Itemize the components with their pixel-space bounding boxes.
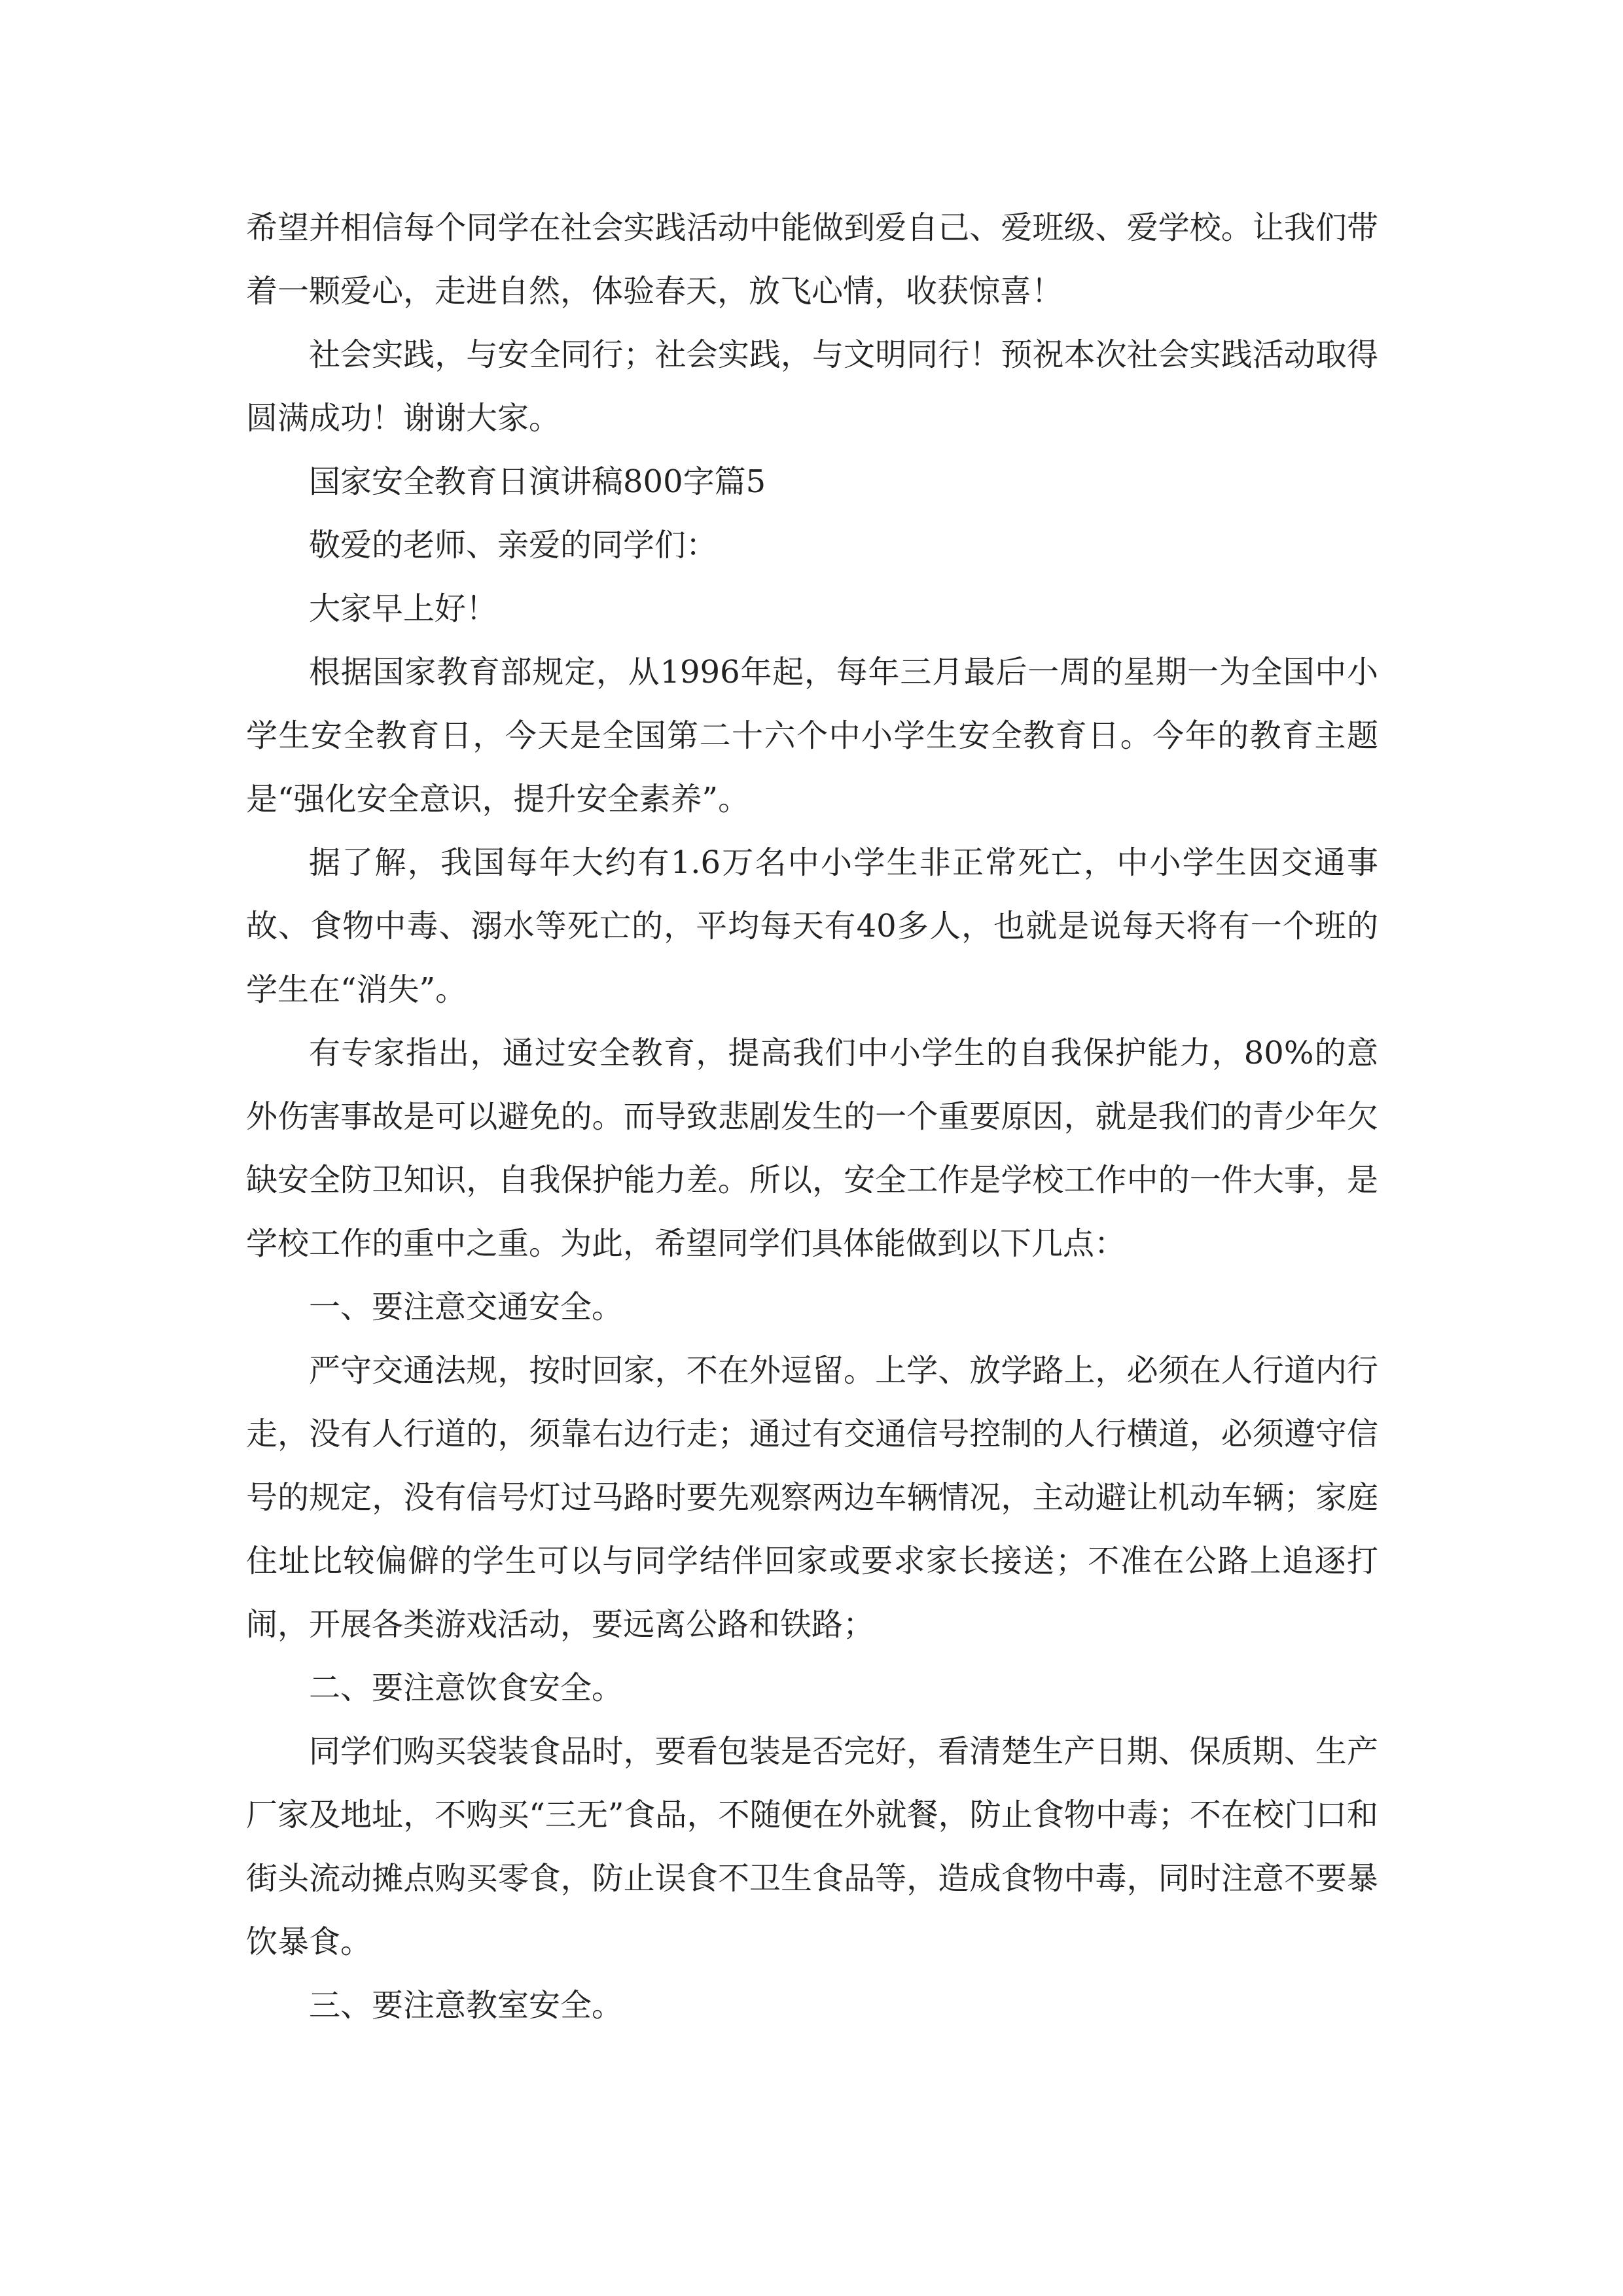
paragraph: 同学们购买袋装食品时，要看包装是否完好，看清楚生产日期、保质期、生产厂家及地址，不购买“三无”食品，不随便在外就餐，防止食物中毒；不在校门口和街头流动摊点购买零食，防止误食不卫生食品等，造成食物中毒，同时注意不要暴饮暴食。 (246, 1733, 1378, 1960)
section-heading: 国家安全教育日演讲稿800字篇5 (309, 463, 766, 500)
greeting: 大家早上好！ (309, 590, 498, 627)
salutation: 敬爱的老师、亲爱的同学们： (309, 527, 718, 564)
paragraph: 据了解，我国每年大约有1.6万名中小学生非正常死亡，中小学生因交通事故、食物中毒、溺水等死亡的，平均每天有40多人，也就是说每天将有一个班的学生在“消失”。 (246, 844, 1378, 1008)
paragraph: 希望并相信每个同学在社会实践活动中能做到爱自己、爱班级、爱学校。让我们带着一颗爱心，走进自然，体验春天，放飞心情，收获惊喜！ (246, 209, 1378, 310)
paragraph: 严守交通法规，按时回家，不在外逗留。上学、放学路上，必须在人行道内行走，没有人行道的，须靠右边行走；通过有交通信号控制的人行横道，必须遵守信号的规定，没有信号灯过马路时要先观察两边车辆情况，主动避让机动车辆；家庭住址比较偏僻的学生可以与同学结伴回家或要求家长接送；不准在公路上追逐打闹，开展各类游戏活动，要远离公路和铁路； (246, 1352, 1378, 1643)
list-heading: 三、要注意教室安全。 (309, 1987, 624, 2024)
document-body (246, 196, 1378, 2037)
paragraph: 根据国家教育部规定，从1996年起，每年三月最后一周的星期一为全国中小学生安全教育日，今天是全国第二十六个中小学生安全教育日。今年的教育主题是“强化安全意识，提升安全素养”。 (246, 654, 1378, 817)
list-heading: 二、要注意饮食安全。 (309, 1670, 624, 1706)
list-heading: 一、要注意交通安全。 (309, 1289, 624, 1325)
paragraph: 有专家指出，通过安全教育，提高我们中小学生的自我保护能力，80%的意外伤害事故是可以避免的。而导致悲剧发生的一个重要原因，就是我们的青少年欠缺安全防卫知识，自我保护能力差。所以，安全工作是学校工作中的一件大事，是学校工作的重中之重。为此，希望同学们具体能做到以下几点： (246, 1035, 1378, 1262)
paragraph: 社会实践，与安全同行；社会实践，与文明同行！预祝本次社会实践活动取得圆满成功！谢谢大家。 (246, 336, 1378, 437)
